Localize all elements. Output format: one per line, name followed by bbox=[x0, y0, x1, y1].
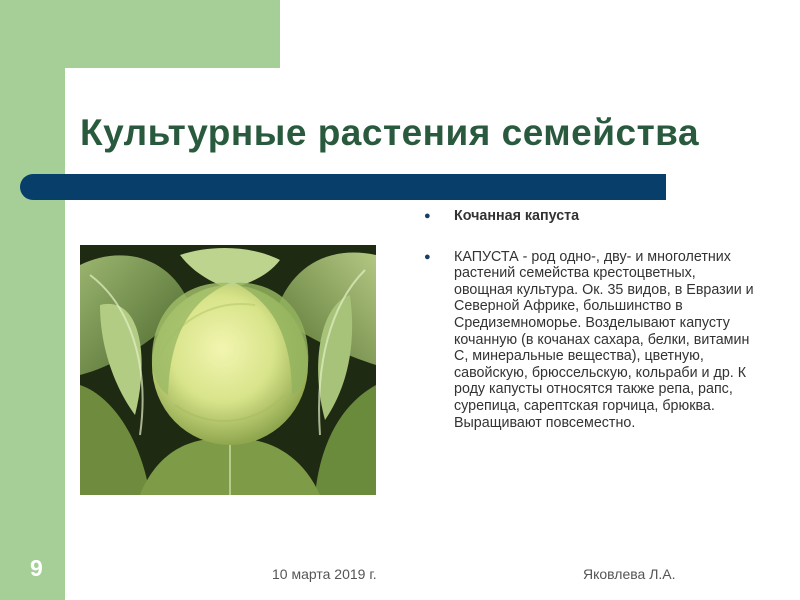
cabbage-image bbox=[80, 245, 376, 495]
slide-title: Культурные растения семейства bbox=[80, 112, 700, 153]
bullet-dot-icon: ● bbox=[424, 210, 431, 222]
top-green-block bbox=[0, 0, 280, 68]
bullet-dot-icon: ● bbox=[424, 250, 431, 263]
footer-date: 10 марта 2019 г. bbox=[272, 566, 377, 582]
cabbage-photo bbox=[80, 245, 376, 495]
bullet-text: Кочанная капуста bbox=[454, 208, 580, 224]
side-green-bar bbox=[0, 0, 65, 600]
bullet-list bbox=[424, 208, 754, 431]
title-underline-bar bbox=[20, 174, 666, 200]
bullet-item-heading bbox=[424, 208, 754, 225]
bullet-item-description bbox=[424, 249, 754, 432]
footer-author: Яковлева Л.А. bbox=[583, 566, 676, 582]
page-number: 9 bbox=[30, 555, 43, 581]
bullet-text: КАПУСТА - род одно-, дву- и многолетних растений семейства крестоцветных, овощная культура. Ок. 35 видов, в Евразии и Северной Африке, большинство в Средиземноморье. Возделывают капусту кочанную (в кочанах сахара, белки, витамин С, минеральные вещества), цветную, савойскую, брюссельскую, кольраби и др. К роду капусты относятся также репа, рапс, сурепица, сарептская горчица, брюква. Выращивают повсеместно. bbox=[454, 248, 754, 431]
